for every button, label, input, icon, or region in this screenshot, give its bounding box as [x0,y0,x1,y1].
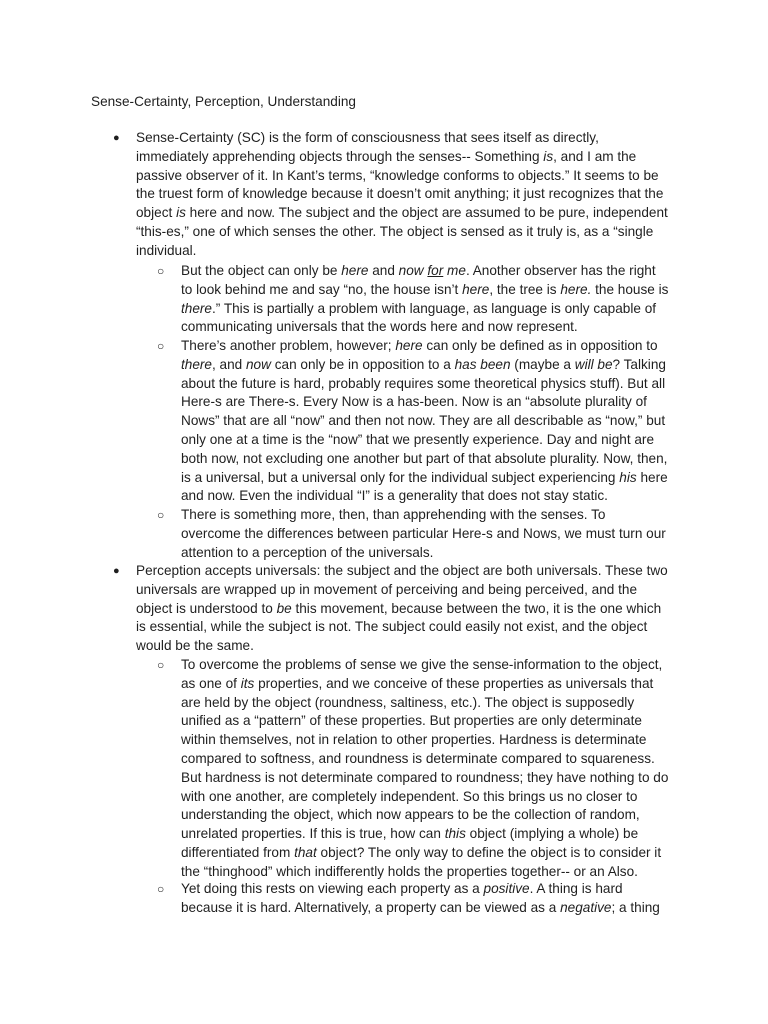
sub-bullet-marker: ○ [157,658,165,672]
text-line: there.” This is partially a problem with language, as language is only capable of [181,300,657,316]
text-line: compared to softness, and roundness is determinate compared to squareness. [181,750,655,766]
text-line: with one another, are completely independent. So this brings us no closer to [181,788,638,804]
text-line: But the object can only be here and now for me. Another observer has the right [181,263,656,278]
text-line: would be the same. [136,638,254,654]
text-line: Here-s are There-s. Every Now is a has-been. Now is an “absolute plurality of [181,394,647,410]
text-line: Nows” that are all “now” and then not now. They are all describable as “now,” but [181,413,666,429]
text-line: Sense-Certainty (SC) is the form of consciousness that sees itself as directly, [136,130,599,145]
text-line: only one at a time is the “now” that we presently experience. Day and night are [181,431,655,447]
text-line: to look behind me and say “no, the house isn’t here, the tree is here. the house is [181,281,669,297]
text-line: There’s another problem, however; here can only be defined as in opposition to [181,338,658,353]
sub-bullet-marker: ○ [157,264,165,278]
text-line: within themselves, not in relation to other properties. Hardness is determinate [181,732,647,748]
text-line: But hardness is not determinate compared to roundness; they have nothing to do [181,769,669,785]
text-line: Yet doing this rests on viewing each property as a positive. A thing is hard [181,881,623,896]
text-line: is essential, while the subject is not. The subject could easily not exist, and the object [136,619,648,635]
text-line: are held by the object (roundness, saltiness, etc.). The object is supposedly [181,694,635,710]
text-line: object is here and now. The subject and the object are assumed to be pure, independent [136,205,668,221]
sub-bullet-positive-negative [157,880,688,918]
text-line: is a universal, but a universal only for the individual subject experiencing his here [181,469,668,485]
sub-bullet-marker: ○ [157,508,165,522]
text-line: understanding the object, which now appears to be the collection of random, [181,807,640,823]
text-line: unrelated properties. If this is true, how can this object (implying a whole) be [181,826,639,842]
text-line: because it is hard. Alternatively, a property can be viewed as a negative; a thing [181,899,660,915]
text-line: unified as a “pattern” of these properties. But properties are only determinate [181,713,642,729]
bullet-marker: ● [113,132,120,144]
text-line: as one of its properties, and we conceive of these properties as universals that [181,675,654,691]
sub-bullet-another-problem [157,337,688,506]
text-line: overcome the differences between particular Here-s and Nows, we must turn our [181,525,666,541]
text-line: the truest form of knowledge because it doesn’t omit anything; it just recognizes that the [136,186,664,202]
sub-bullet-marker: ○ [157,339,165,353]
text-line: and now. Even the individual “I” is a generality that does not stay static. [181,488,608,504]
text-line: There is something more, then, than apprehending with the senses. To [181,507,606,522]
text-line: “this-es,” one of which senses the other. The object is sensed as it truly is, as a “single [136,223,654,239]
bullet-marker: ● [113,565,120,577]
text-line: individual. [136,242,197,258]
text-line: object is understood to be this movement, because between the two, it is the one which [136,600,662,616]
text-line: about the future is hard, probably requires some theoretical physics stuff). But all [181,375,666,391]
text-line: communicating universals that the words here and now represent. [181,319,578,335]
text-line: passive observer of it. In Kant’s terms, “knowledge conforms to objects.” It seems to be [136,167,659,183]
text-line: universals are wrapped up in movement of perceiving and being perceived, and the [136,581,638,597]
text-line: To overcome the problems of sense we give the sense-information to the object, [181,657,663,672]
sub-bullet-marker: ○ [157,882,165,896]
text-line: the “thinghood” which indifferently holds the properties together-- or an Also. [181,863,638,879]
text-line: differentiated from that object? The only way to define the object is to consider it [181,844,662,860]
text-line: both now, not excluding one another but part of that absolute plurality. Now, then, [181,450,668,466]
bullet-perception [113,562,688,656]
sub-bullet-something-more [157,506,688,562]
text-line: immediately apprehending objects through the senses-- Something is, and I am the [136,148,637,164]
text-line: attention to a perception of the universals. [181,544,434,560]
document-title: Sense-Certainty, Perception, Understanding [91,94,356,109]
text-line: Perception accepts universals: the subject and the object are both universals. These two [136,563,668,578]
sub-bullet-here-and-now [157,262,688,337]
bullet-sense-certainty [113,129,688,261]
text-line: there, and now can only be in opposition to a has been (maybe a will be? Talking [181,356,666,372]
sub-bullet-properties [157,656,688,882]
